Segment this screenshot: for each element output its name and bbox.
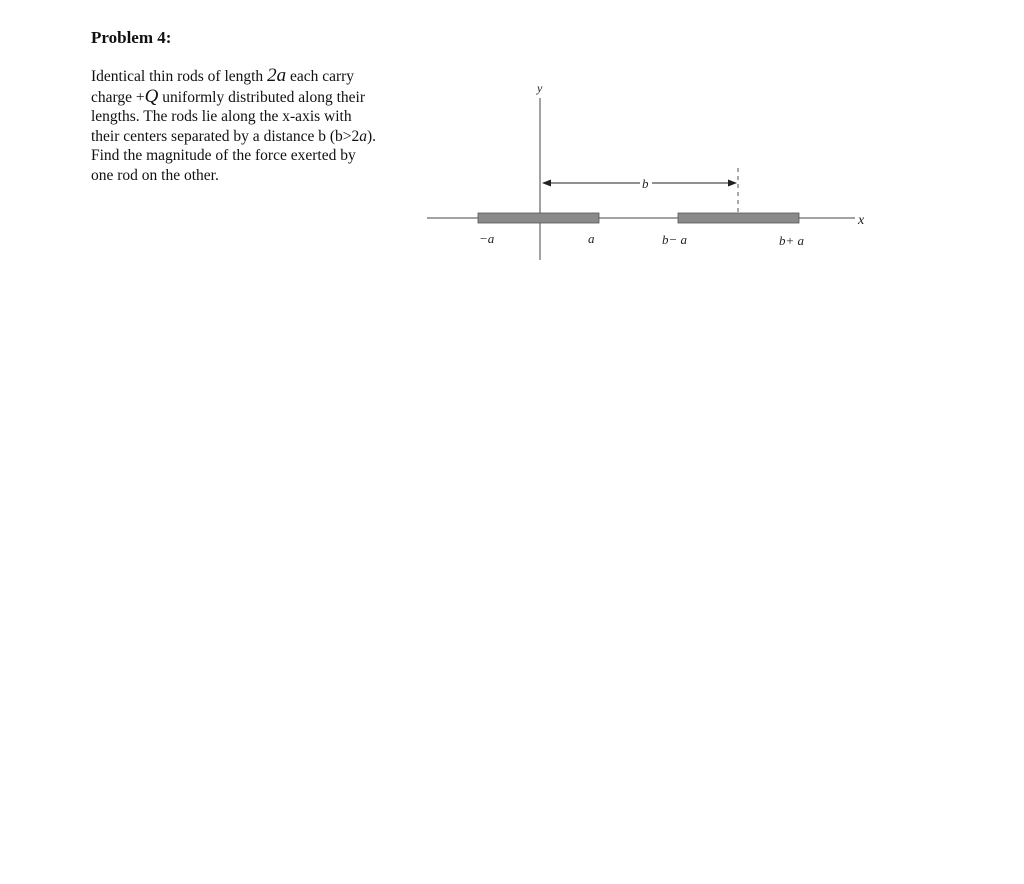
statement-line-5: Find the magnitude of the force exerted by bbox=[91, 147, 356, 164]
statement-line-6: one rod on the other. bbox=[91, 166, 219, 184]
tick-label-minus-a: −a bbox=[479, 231, 495, 246]
problem-title: Problem 4: bbox=[91, 28, 172, 47]
math-charge: Q bbox=[144, 85, 159, 107]
tick-label-b-minus-a: b− a bbox=[662, 232, 688, 247]
statement-text: uniformly distributed along their bbox=[158, 88, 366, 106]
rod-right bbox=[678, 213, 799, 223]
statement-line-3: lengths. The rods lie along the x-axis with bbox=[91, 108, 352, 125]
statement-text: charge + bbox=[91, 88, 145, 106]
math-length: 2a bbox=[267, 65, 287, 86]
tick-label-b-plus-a: b+ a bbox=[779, 233, 805, 248]
tick-label-a: a bbox=[588, 231, 595, 246]
separation-label: b bbox=[642, 176, 649, 191]
y-axis-label: y bbox=[537, 81, 543, 95]
math-a: a bbox=[359, 127, 368, 145]
statement-text: Identical thin rods of length bbox=[91, 68, 268, 85]
statement-text: each carry bbox=[286, 68, 355, 85]
statement-text: ). bbox=[367, 127, 377, 145]
rod-left bbox=[478, 213, 599, 223]
x-axis-label: x bbox=[858, 213, 865, 228]
statement-text: their centers separated by a distance b (b>2 bbox=[91, 127, 360, 145]
